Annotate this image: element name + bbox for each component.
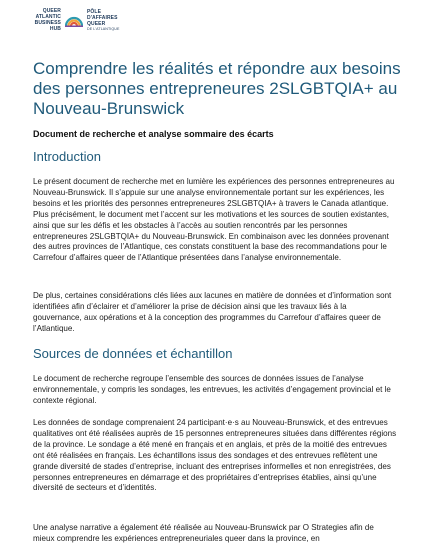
logo-text-english: QUEER ATLANTIC BUSINESS HUB	[34, 8, 61, 32]
paragraph-intro-1: Le présent document de recherche met en lumière les expériences des personnes entrepreneures au Nouveau-Brunswick. Il s’appuie sur une analyse environnementale portant sur les expériences, les besoins et les priorités des personnes entrepreneures 2SLGBTQIA+ à travers le Canada atlantique. Plus précisément, le document met l’accent sur les motivations et les sources de soutien existantes, ainsi que sur les défis et les obstacles à l’accès au soutien rencontrés par les personnes entrepreneures 2SLGBTQIA+ du Nouveau-Brunswick. En combinaison avec les données provenant des autres provinces de l’Atlantique, ces constats constituent la base des recommandations pour le Carrefour d’affaires queer de l’Atlantique présentées dans l’analyse environnementale.	[33, 177, 395, 263]
heading-sources: Sources de données et échantillon	[33, 346, 233, 361]
document-title: Comprendre les réalités et répondre aux besoins des personnes entrepreneures 2SLGBTQIA+ au Nouveau-Brunswick	[33, 59, 401, 118]
document-subtitle: Document de recherche et analyse sommaire des écarts	[33, 129, 274, 139]
logo	[33, 8, 119, 32]
heading-introduction: Introduction	[33, 149, 101, 164]
paragraph-sources-3: Une analyse narrative a également été réalisée au Nouveau-Brunswick par O Strategies afin de mieux comprendre les expériences entrepreneuriales queer dans la province, en	[33, 523, 374, 543]
paragraph-sources-2: Les données de sondage comprenaient 24 participant·e·s au Nouveau-Brunswick, et des entrevues qualitatives ont été réalisées auprès de 15 personnes entrepreneures situées dans différentes régions de la province. Le sondage a été mené en français et en anglais, et près de la moitié des entrevues ont été réalisées en français. Les échantillons issus des sondages et des entrevues reflètent une grande diversité de stades d’entreprise, incluant des entreprises informelles et non enregistrées, des personnes entrepreneures en démarrage et des propriétaires d’entreprises établies, ainsi qu’une diversité de secteurs et d’identités.	[33, 418, 397, 493]
rainbow-logo-icon	[65, 14, 83, 27]
paragraph-intro-2: De plus, certaines considérations clés liées aux lacunes en matière de données et d’information sont identifiées afin d’éclairer et d’améliorer la prise de décision ainsi que les travaux liés à la gouvernance, aux opérations et à la conception des programmes du Carrefour d’affaires queer de l’Atlantique.	[33, 291, 392, 333]
logo-text-french: PÔLE D'AFFAIRES QUEER DE L'ATLANTIQUE	[87, 8, 120, 31]
paragraph-sources-1: Le document de recherche regroupe l’ensemble des sources de données issues de l’analyse environnementale, y compris les sondages, les entrevues, les activités d’engagement provincial et le contexte régional.	[33, 374, 391, 405]
